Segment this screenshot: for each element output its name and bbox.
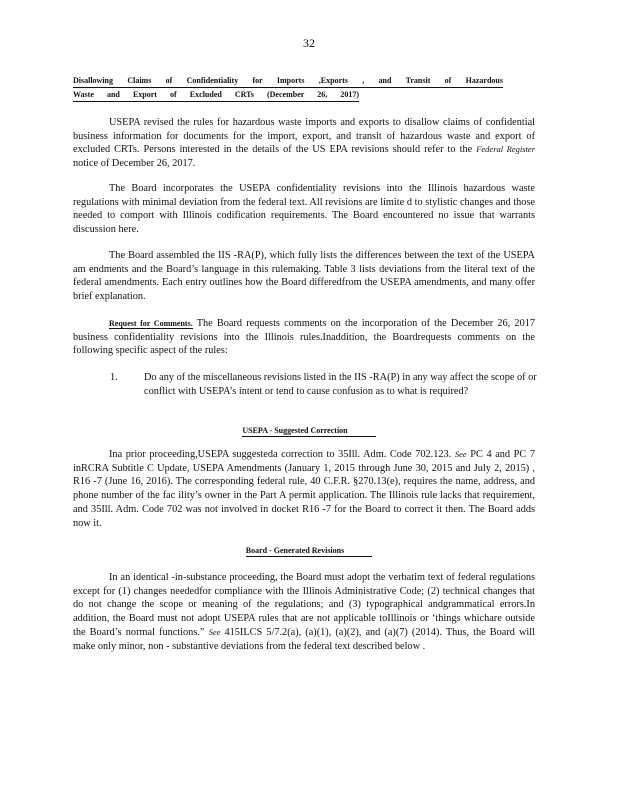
list-item [110, 371, 540, 398]
request-for-comments-label: Request for Comments. [109, 319, 193, 328]
section-heading-line-1: Disallowing Claims of Confidentiality for Imports ,Exports , and Transit of Hazardous [73, 75, 503, 88]
list-item-number: 1. [110, 372, 118, 383]
federal-register-italic: Federal Register [476, 144, 536, 155]
paragraph-4-text: The Board requests comments on the incorporation of the December 26, 2017 business confidentiality revisions into the Illinois rules.Inaddition, the Boardrequests comments on the following specific aspect of the rules: [73, 318, 536, 357]
section-heading [73, 75, 535, 103]
paragraph-5-text-a: Ina prior proceeding,USEPA suggesteda correction to 35Ill. Adm. Code 702.123. [109, 449, 452, 460]
see-italic: See [454, 449, 467, 459]
paragraph-6-text-b: 415ILCS 5/7.2(a), (a)(1), (a)(2), and (a)(7) (2014). Thus, the Board will make only minor, non - substantive deviations from the federal text described below . [73, 626, 536, 652]
usepa-correction-heading: USEPA - Suggested Correction [0, 426, 618, 437]
paragraph-1-end: notice of December 26, 2017. [73, 158, 196, 170]
section-heading-line-2: Waste and Export of Excluded CRTs (December 26, 2017) [73, 89, 359, 102]
paragraph-6-text-a: In an identical -in-substance proceeding, the Board must adopt the verbatim text of federal regulations except for (1) changes neededfor compliance with the Illinois Administrative Code; (2) technical changes that do not change the scope or meaning of the regulations; and (3) typographical andgrammatical errors.In addition, the Board must not adopt USEPA rules that are not applicable toIllinois or ‘things whichare outside the Board’s normal functions.” [73, 572, 535, 638]
paragraph-4 [73, 317, 535, 358]
paragraph-5 [73, 448, 535, 530]
page-number: 32 [303, 36, 315, 50]
paragraph-6 [73, 571, 535, 653]
paragraph-5-text-b: PC 4 and PC 7 inRCRA Subtitle C Update, USEPA Amendments (January 1, 2015 through June 30, 2015 and July 2, 2015) , R16 -7 (June 16, 2016). The corresponding federal rule, 40 C.F.R. §270.13(e), requires the name, address, and phone number of the fac ility’s owner in the Part A permit application. The Illinois rule lacks that requirement, and 35Ill. Adm. Code 702 was not involved in docket R16 -7 for the Board to correct it then. The Board adds now it. [73, 449, 536, 529]
paragraph-1-text: USEPA revised the rules for hazardous waste imports and exports to disallow claims of confidential business information for documents for the import, export, and transit of hazardous waste and export of excluded CRTs. Persons interested in the details of the US EPA revisions should refer to the [73, 117, 535, 156]
see-italic-2: See [208, 626, 221, 637]
paragraph-3: The Board assembled the IIS -RA(P), which fully lists the differences between the text of the USEPA am endments and the Board’s language in this rulemaking. Table 3 lists deviations from the literal text of the federal amendments. Each entry outlines how the Board differedfrom the USEPA amendments, and many offer brief explanation. [73, 250, 535, 303]
list-item-text: Do any of the miscellaneous revisions listed in the IIS -RA(P) in any way affect the scope of or conflict with USEPA’s intent or tend to cause confusion as to what is required? [144, 372, 537, 397]
paragraph-1 [73, 116, 535, 171]
paragraph-2: The Board incorporates the USEPA confidentiality revisions into the Illinois hazardous waste regulations with minimal deviation from the federal text. All revisions are limite d to stylistic changes and those needed to comport with Illinois codification requirements. The Board encountered no issue that warrants discussion here. [73, 183, 535, 236]
board-revisions-heading: Board - Generated Revisions [0, 546, 618, 557]
